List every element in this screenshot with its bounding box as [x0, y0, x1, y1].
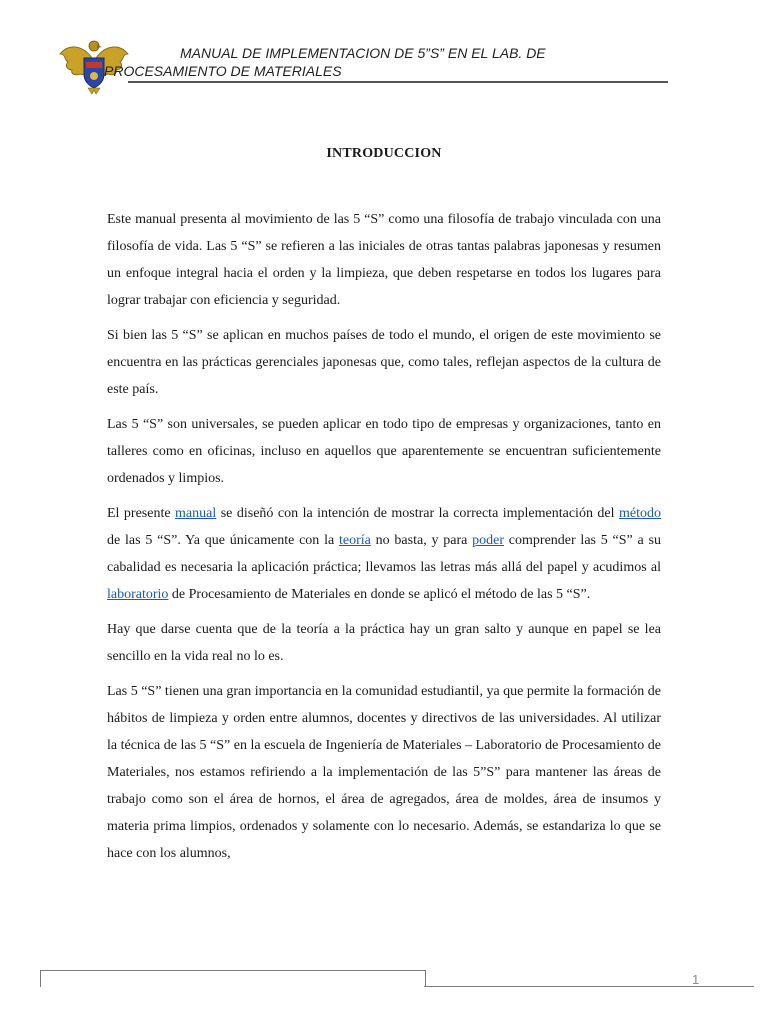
paragraph-1: Este manual presenta al movimiento de las 5 “S” como una filosofía de trabajo vinculada con una filosofía de vida. Las 5 “S” se refieren a las iniciales de otras tantas palabras japonesas y resumen un enfoque integral hacia el orden y la limpieza, que deben respetarse en todos los lugares para lograr trabajar con eficiencia y seguridad. [107, 212, 661, 308]
paragraph-4-text: se diseñó con la intención de mostrar la correcta implementación del [216, 506, 619, 521]
link-teoria[interactable]: teoría [338, 533, 371, 548]
link-laboratorio[interactable]: laboratorio [107, 587, 169, 602]
header-title-line1: MANUAL DE IMPLEMENTACION DE 5”S” EN EL LAB. DE [180, 45, 546, 61]
paragraph-4 [107, 500, 661, 608]
page-header [58, 36, 670, 96]
paragraph-5: Hay que darse cuenta que de la teoría a la práctica hay un gran salto y aunque en papel se lea sencillo en la vida real no lo es. [107, 622, 661, 664]
paragraph-4-text: comprender las 5 “S” a su cabalidad es necesaria la aplicación práctica; llevamos las letras más allá del papel y acudimos al [107, 533, 661, 575]
paragraph-3: Las 5 “S” son universales, se pueden aplicar en todo tipo de empresas y organizaciones, tanto en talleres como en oficinas, incluso en aquellos que aparentemente se encuentran suficientemente ordenados y limpios. [107, 417, 661, 486]
document-body [107, 206, 661, 875]
header-divider [128, 81, 668, 83]
paragraph-6: Las 5 “S” tienen una gran importancia en la comunidad estudiantil, ya que permite la formación de hábitos de limpieza y orden entre alumnos, docentes y directivos de las universidades. Al utilizar la técnica de las 5 “S” en la escuela de Ingeniería de Materiales – Laboratorio de Procesamiento de Materiales, nos estamos refiriendo a la implementación de las 5”S” para mantener las áreas de trabajo como son el área de hornos, el área de agregados, área de moldes, área de insumos y materia prima limpios, ordenados y solamente con lo necesario. Además, se estandariza lo que se hace con los alumnos, [107, 684, 661, 861]
page-number: 1 [692, 972, 700, 987]
paragraph-4-text: El presente [107, 506, 176, 521]
link-metodo[interactable]: método [619, 506, 661, 521]
link-manual[interactable]: manual [175, 506, 217, 521]
paragraph-4-text: de Procesamiento de Materiales en donde se aplicó el método de las 5 “S”. [168, 587, 591, 602]
link-poder[interactable]: poder [472, 533, 505, 548]
paragraph-4-text: de las 5 “S”. Ya que únicamente con la [107, 533, 339, 548]
paragraph-2: Si bien las 5 “S” se aplican en muchos países de todo el mundo, el origen de este movimiento se encuentra en las prácticas gerenciales japonesas que, como tales, reflejan aspectos de la cultura de este país. [107, 328, 661, 397]
section-title: INTRODUCCION [326, 146, 442, 161]
paragraph-4-text: no basta, y para [370, 533, 473, 548]
footer-divider [424, 986, 754, 987]
footer-box [40, 970, 426, 987]
header-title-line2: PROCESAMIENTO DE MATERIALES [104, 63, 342, 79]
